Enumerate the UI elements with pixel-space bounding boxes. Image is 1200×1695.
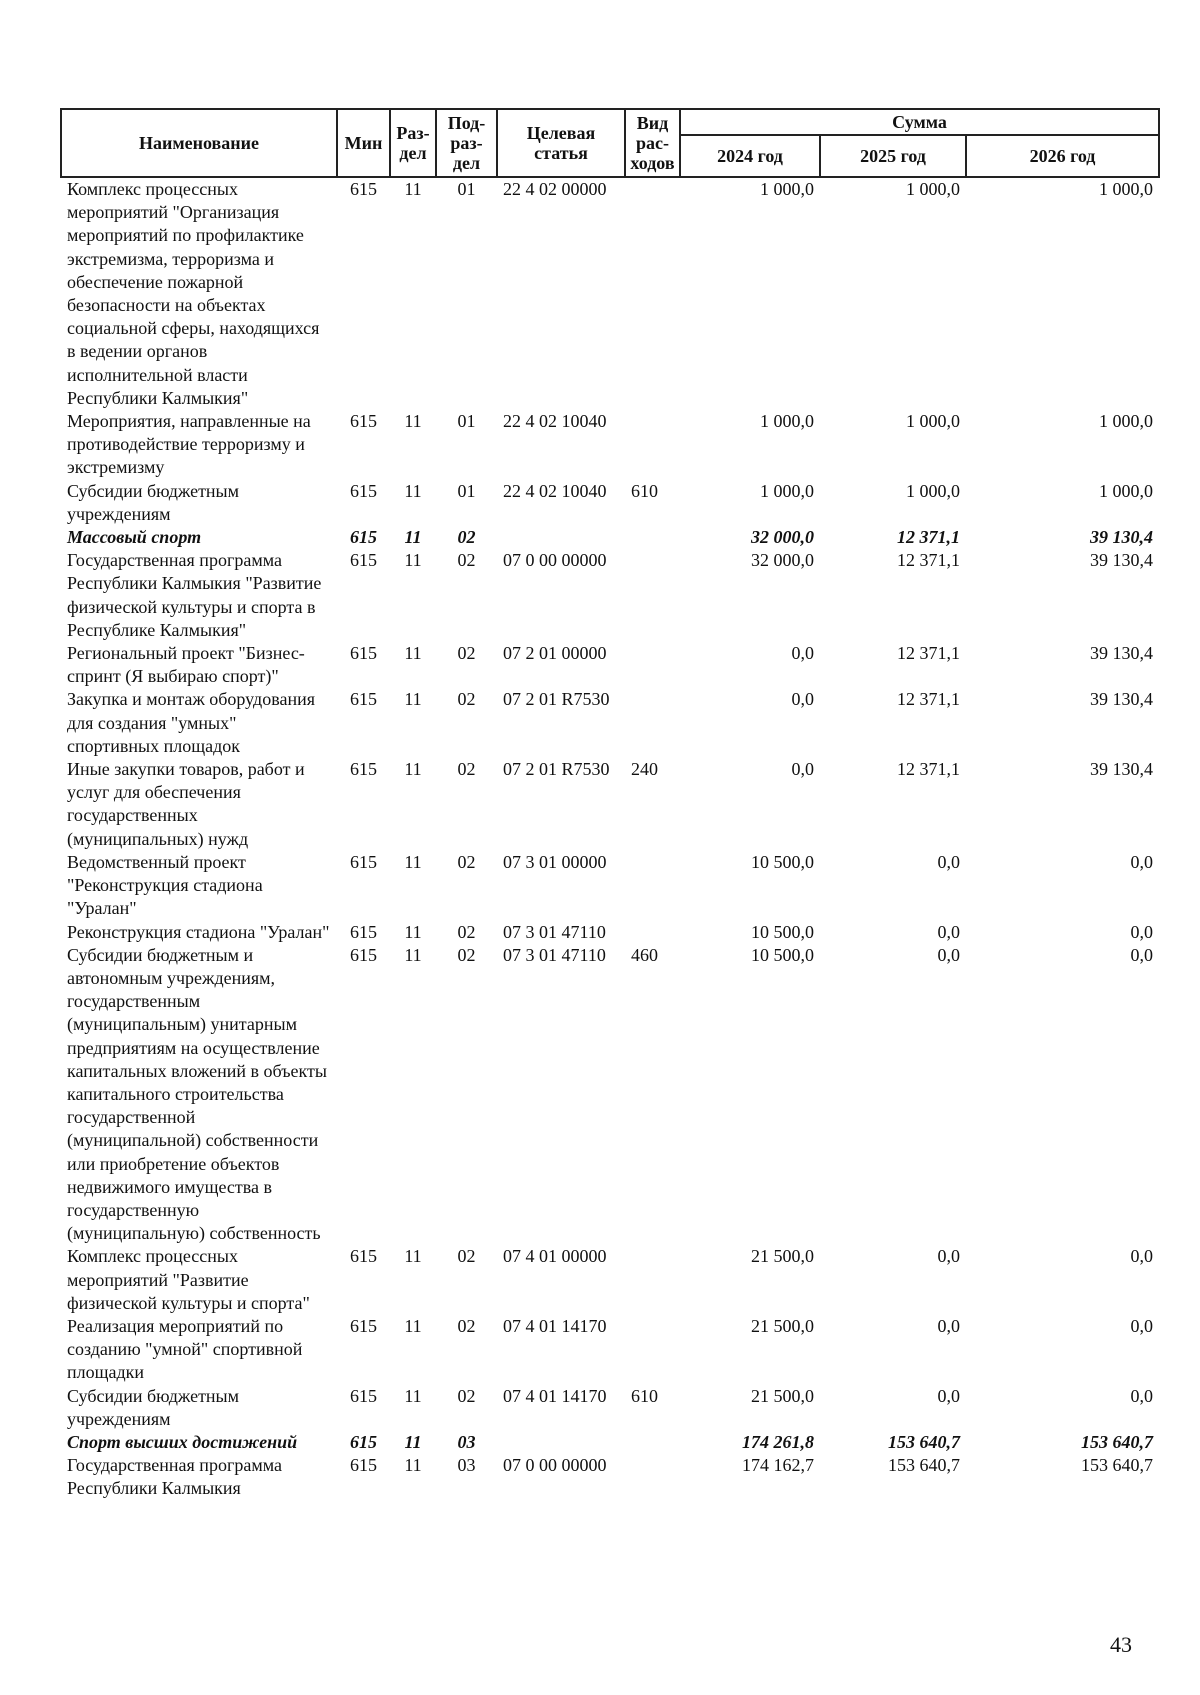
row-subsection: 02 [457, 643, 476, 664]
row-name: Мероприятия, направленные на противодействие терроризму и экстремизму [67, 411, 311, 478]
budget-table [60, 108, 1160, 1501]
row-section: 11 [404, 1431, 422, 1452]
row-kind: 610 [631, 480, 658, 501]
row-sum-2024: 32 000,0 [751, 527, 814, 548]
row-kind [625, 1431, 680, 1454]
table-row [61, 688, 1159, 758]
row-section: 11 [404, 1315, 422, 1336]
row-sum-2025: 12 371,1 [897, 550, 960, 571]
row-section: 11 [404, 944, 422, 965]
row-target: 07 3 01 47110 [503, 944, 606, 965]
row-target: 07 4 01 14170 [503, 1385, 607, 1406]
row-target: 07 3 01 47110 [503, 921, 606, 942]
row-subsection: 02 [457, 921, 476, 942]
row-sum-2026: 39 130,4 [1090, 759, 1153, 780]
row-subsection: 02 [457, 851, 476, 872]
table-row [61, 1245, 1159, 1315]
row-ministry: 615 [350, 1385, 377, 1406]
row-ministry: 615 [350, 921, 377, 942]
table-row [61, 1431, 1159, 1454]
row-name: Субсидии бюджетным учреждениям [67, 480, 240, 524]
row-sum-2025: 0,0 [937, 944, 960, 965]
row-sum-2026: 39 130,4 [1090, 643, 1153, 664]
row-sum-2026: 0,0 [1130, 851, 1153, 872]
row-target: 07 0 00 00000 [503, 1455, 607, 1476]
row-sum-2024: 32 000,0 [751, 550, 814, 571]
table-row [61, 758, 1159, 851]
row-ministry: 615 [350, 759, 377, 780]
row-section: 11 [404, 851, 422, 872]
row-sum-2025: 0,0 [937, 1315, 960, 1336]
row-subsection: 01 [457, 179, 476, 199]
row-section: 11 [404, 550, 422, 571]
row-sum-2024: 10 500,0 [751, 921, 814, 942]
row-target: 07 2 01 R7530 [503, 759, 610, 780]
row-target [497, 1431, 625, 1454]
row-ministry: 615 [350, 411, 377, 432]
row-name: Массовый спорт [67, 527, 202, 548]
header-year-2026: 2026 год [966, 135, 1159, 177]
row-sum-2024: 1 000,0 [760, 179, 814, 199]
header-kind: Вид рас- ходов [625, 109, 680, 177]
row-sum-2025: 0,0 [937, 921, 960, 942]
row-subsection: 02 [457, 944, 476, 965]
row-subsection: 02 [457, 527, 476, 548]
row-ministry: 615 [350, 1315, 377, 1336]
row-section: 11 [404, 1385, 422, 1406]
row-sum-2024: 21 500,0 [751, 1246, 814, 1267]
row-name: Ведомственный проект "Реконструкция стадиона "Уралан" [67, 851, 263, 919]
row-name: Реконструкция стадиона "Уралан" [67, 921, 330, 942]
row-kind: 460 [631, 944, 658, 965]
table-row [61, 480, 1159, 526]
row-target: 07 2 01 00000 [503, 643, 607, 664]
row-sum-2025: 12 371,1 [897, 759, 960, 780]
table-row [61, 1315, 1159, 1385]
row-section: 11 [404, 1246, 422, 1267]
table-row [61, 410, 1159, 480]
row-sum-2025: 12 371,1 [897, 643, 960, 664]
row-sum-2026: 0,0 [1130, 1385, 1153, 1406]
row-sum-2025: 12 371,1 [897, 689, 960, 710]
row-kind [625, 642, 680, 688]
row-kind [625, 549, 680, 642]
row-kind [625, 851, 680, 921]
row-name: Государственная программа Республики Калмыкия "Развитие физической культуры и спорта в Республике Калмыкия" [67, 550, 322, 640]
page-number: 43 [1110, 1632, 1132, 1657]
row-sum-2024: 0,0 [791, 689, 814, 710]
row-target [497, 526, 625, 549]
row-target: 07 2 01 R7530 [503, 689, 610, 710]
row-section: 11 [404, 921, 422, 942]
row-target: 07 3 01 00000 [503, 851, 607, 872]
row-sum-2025: 1 000,0 [906, 480, 960, 501]
row-subsection: 02 [457, 1246, 476, 1267]
row-name: Спорт высших достижений [67, 1431, 298, 1452]
row-sum-2026: 1 000,0 [1099, 411, 1153, 432]
table-row [61, 921, 1159, 944]
row-kind [625, 177, 680, 410]
table-row [61, 851, 1159, 921]
row-sum-2026: 0,0 [1130, 944, 1153, 965]
row-sum-2026: 39 130,4 [1090, 550, 1153, 571]
header-ministry: Мин [337, 109, 390, 177]
row-section: 11 [404, 179, 422, 199]
row-name: Закупка и монтаж оборудования для создания "умных" спортивных площадок [67, 689, 316, 756]
row-sum-2025: 12 371,1 [897, 527, 960, 548]
row-target: 07 4 01 00000 [503, 1246, 607, 1267]
row-subsection: 01 [457, 480, 476, 501]
table-row [61, 642, 1159, 688]
row-sum-2025: 153 640,7 [888, 1431, 960, 1452]
row-sum-2024: 1 000,0 [760, 411, 814, 432]
table-row [61, 177, 1159, 410]
row-sum-2024: 10 500,0 [751, 851, 814, 872]
header-sum: Сумма [680, 109, 1159, 135]
row-name: Комплекс процессных мероприятий "Развитие физической культуры и спорта" [67, 1246, 310, 1313]
row-subsection: 03 [457, 1455, 476, 1476]
row-sum-2026: 153 640,7 [1081, 1455, 1153, 1476]
table-row [61, 526, 1159, 549]
row-name: Субсидии бюджетным учреждениям [67, 1385, 240, 1429]
row-section: 11 [404, 689, 422, 710]
row-target: 22 4 02 10040 [503, 480, 607, 501]
row-kind [625, 526, 680, 549]
row-sum-2024: 0,0 [791, 643, 814, 664]
table-row [61, 944, 1159, 1246]
row-sum-2024: 174 261,8 [742, 1431, 814, 1452]
row-sum-2026: 39 130,4 [1090, 527, 1153, 548]
row-section: 11 [404, 759, 422, 780]
row-ministry: 615 [350, 179, 377, 199]
row-subsection: 02 [457, 1385, 476, 1406]
row-sum-2024: 0,0 [791, 759, 814, 780]
row-section: 11 [404, 411, 422, 432]
row-sum-2025: 153 640,7 [888, 1455, 960, 1476]
row-kind [625, 1454, 680, 1500]
row-name: Региональный проект "Бизнес-спринт (Я выбираю спорт)" [67, 643, 305, 687]
row-section: 11 [404, 643, 422, 664]
row-sum-2025: 1 000,0 [906, 411, 960, 432]
header-year-2025: 2025 год [820, 135, 966, 177]
row-ministry: 615 [350, 527, 377, 548]
header-name: Наименование [61, 109, 337, 177]
row-subsection: 02 [457, 689, 476, 710]
row-ministry: 615 [350, 1246, 377, 1267]
row-ministry: 615 [350, 643, 377, 664]
row-kind [625, 1315, 680, 1385]
row-kind: 610 [631, 1385, 658, 1406]
table-body [61, 177, 1159, 1501]
row-ministry: 615 [350, 480, 377, 501]
row-subsection: 02 [457, 1315, 476, 1336]
row-sum-2026: 1 000,0 [1099, 179, 1153, 199]
table-row [61, 1385, 1159, 1431]
row-name: Комплекс процессных мероприятий "Организация мероприятий по профилактике экстремизма, терроризма и обеспечение пожарной безопасности на объектах социальной сферы, находящихся в ведении органов исполнительной власти Республики Калмыкия" [67, 179, 320, 408]
row-sum-2026: 0,0 [1130, 1246, 1153, 1267]
row-section: 11 [404, 1455, 422, 1476]
row-ministry: 615 [350, 851, 377, 872]
row-ministry: 615 [350, 550, 377, 571]
row-kind [625, 1245, 680, 1315]
row-subsection: 02 [457, 759, 476, 780]
row-kind: 240 [631, 759, 658, 780]
table-header [61, 109, 1159, 177]
row-kind [625, 921, 680, 944]
row-sum-2024: 21 500,0 [751, 1315, 814, 1336]
table-row [61, 1454, 1159, 1500]
header-section: Раз- дел [390, 109, 436, 177]
row-sum-2025: 0,0 [937, 1385, 960, 1406]
row-ministry: 615 [350, 689, 377, 710]
row-ministry: 615 [350, 1431, 377, 1452]
row-sum-2024: 10 500,0 [751, 944, 814, 965]
row-sum-2024: 174 162,7 [742, 1455, 814, 1476]
table-row [61, 549, 1159, 642]
row-section: 11 [404, 480, 422, 501]
row-subsection: 01 [457, 411, 476, 432]
header-subsection: Под- раз- дел [436, 109, 497, 177]
header-year-2024: 2024 год [680, 135, 820, 177]
row-ministry: 615 [350, 1455, 377, 1476]
row-name: Реализация мероприятий по созданию "умной" спортивной площадки [67, 1315, 303, 1383]
row-sum-2026: 0,0 [1130, 921, 1153, 942]
row-kind [625, 410, 680, 480]
row-ministry: 615 [350, 944, 377, 965]
row-sum-2026: 0,0 [1130, 1315, 1153, 1336]
row-subsection: 03 [457, 1431, 476, 1452]
row-target: 22 4 02 00000 [503, 179, 607, 199]
row-subsection: 02 [457, 550, 476, 571]
row-sum-2026: 1 000,0 [1099, 480, 1153, 501]
row-name: Государственная программа Республики Калмыкия [67, 1455, 282, 1499]
row-target: 07 0 00 00000 [503, 550, 607, 571]
header-target: Целевая статья [497, 109, 625, 177]
row-kind [625, 688, 680, 758]
row-sum-2026: 153 640,7 [1081, 1431, 1153, 1452]
row-target: 07 4 01 14170 [503, 1315, 607, 1336]
row-name: Иные закупки товаров, работ и услуг для обеспечения государственных (муниципальных) нужд [67, 759, 305, 849]
row-sum-2025: 1 000,0 [906, 179, 960, 199]
row-sum-2025: 0,0 [937, 1246, 960, 1267]
row-sum-2026: 39 130,4 [1090, 689, 1153, 710]
row-name: Субсидии бюджетным и автономным учреждениям, государственным (муниципальным) унитарным предприятиям на осуществление капитальных вложений в объекты капитального строительства государственной (муниципальной) собственности или приобретение объектов недвижимого имущества в государственную (муниципальную) собственность [67, 944, 327, 1244]
row-sum-2025: 0,0 [937, 851, 960, 872]
row-sum-2024: 21 500,0 [751, 1385, 814, 1406]
row-target: 22 4 02 10040 [503, 411, 607, 432]
row-sum-2024: 1 000,0 [760, 480, 814, 501]
row-section: 11 [404, 527, 422, 548]
